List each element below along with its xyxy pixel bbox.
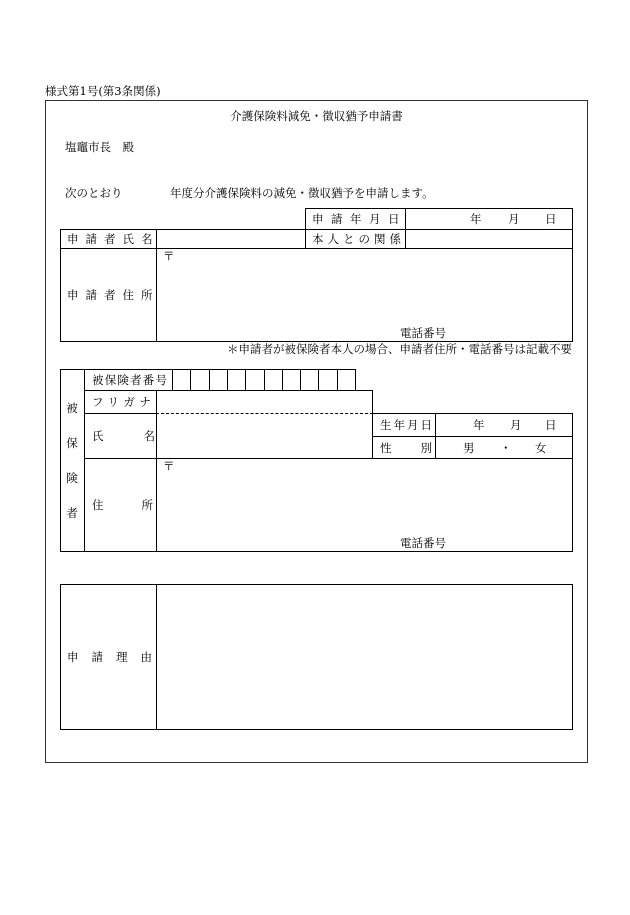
insured-number-box[interactable] <box>300 369 319 391</box>
phone-label: 電話番号 <box>400 326 446 340</box>
date-day-unit: 日 <box>545 212 557 226</box>
gender-separator: ・ <box>500 440 512 455</box>
gender-option-male[interactable]: 男 <box>463 440 475 455</box>
insured-number-box[interactable] <box>190 369 210 391</box>
reason-field[interactable] <box>156 584 573 730</box>
relation-field[interactable] <box>405 229 573 249</box>
date-year-unit: 年 <box>470 212 482 226</box>
birth-date-field[interactable] <box>435 413 573 437</box>
form-title: 介護保険料減免・徴収猶予申請書 <box>230 109 403 123</box>
insured-number-box[interactable] <box>227 369 246 391</box>
applicant-name-field[interactable] <box>156 229 306 249</box>
birth-date-label: 生年月日 <box>372 413 436 437</box>
insured-name-field[interactable] <box>156 413 373 459</box>
relation-label: 本人との関係 <box>305 229 406 249</box>
applicant-name-label: 申請者氏名 <box>60 229 157 249</box>
insured-address-field[interactable] <box>156 458 573 552</box>
insured-number-box[interactable] <box>282 369 301 391</box>
insured-number-box[interactable] <box>172 369 191 391</box>
applicant-note: ＊申請者が被保険者本人の場合、申請者住所・電話番号は記載不要 <box>227 342 572 356</box>
intro-text: 年度分介護保険料の減免・徴収猶予を申請します。 <box>170 186 434 200</box>
gender-label: 性別 <box>372 436 436 459</box>
form-number: 様式第1号(第3条関係) <box>45 84 161 98</box>
gender-field <box>435 436 573 459</box>
insured-address-label: 住所 <box>84 458 157 552</box>
insured-number-box[interactable] <box>245 369 265 391</box>
date-month-unit: 月 <box>508 212 520 226</box>
postal-mark: 〒 <box>163 459 175 473</box>
applicant-address-label: 申請者住所 <box>60 248 157 342</box>
birth-year-unit: 年 <box>473 418 485 432</box>
gender-option-female[interactable]: 女 <box>535 440 547 455</box>
insured-number-box[interactable] <box>318 369 338 391</box>
addressee: 塩竈市長 殿 <box>65 140 134 154</box>
applicant-address-field[interactable] <box>156 248 573 342</box>
phone-label: 電話番号 <box>400 536 446 550</box>
insured-number-box[interactable] <box>264 369 283 391</box>
insured-number-label: 被保険者番号 <box>84 369 173 391</box>
application-date-field[interactable] <box>405 208 573 230</box>
insured-name-label: 氏名 <box>84 413 157 459</box>
furigana-field[interactable] <box>156 390 373 414</box>
birth-day-unit: 日 <box>545 418 557 432</box>
insured-section-label: 被保険者 <box>65 402 79 542</box>
insured-section-header <box>60 369 85 552</box>
birth-month-unit: 月 <box>510 418 522 432</box>
intro-prefix: 次のとおり <box>65 186 123 200</box>
application-date-label: 申請年月日 <box>305 208 406 230</box>
postal-mark: 〒 <box>163 249 175 263</box>
insured-number-box[interactable] <box>209 369 228 391</box>
insured-number-box[interactable] <box>337 369 356 391</box>
furigana-label: フリガナ <box>84 390 157 414</box>
reason-label: 申請理由 <box>60 584 157 730</box>
